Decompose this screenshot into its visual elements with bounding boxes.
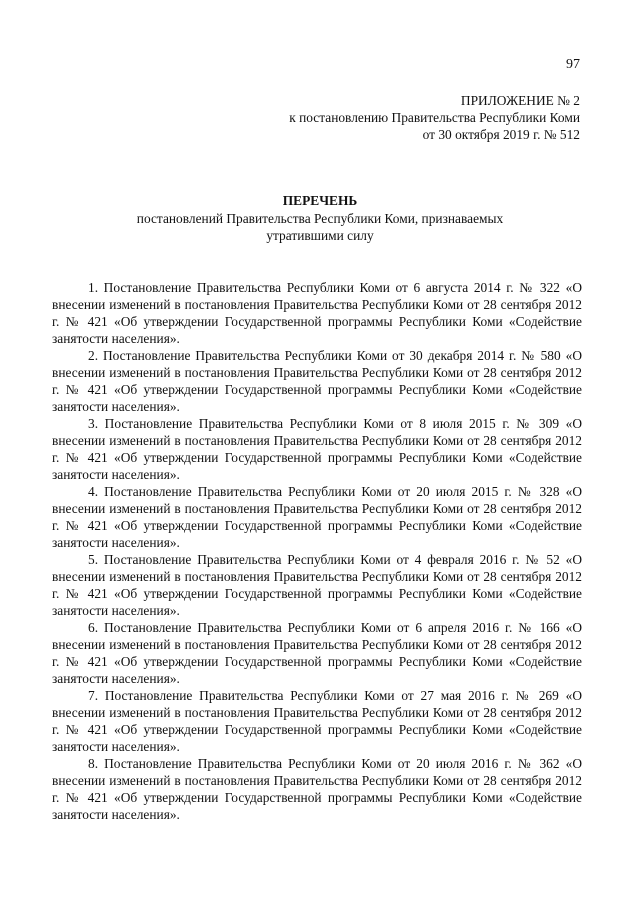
document-title: ПЕРЕЧЕНЬ: [282, 193, 358, 208]
document-heading: [0, 192, 640, 244]
appendix-reference: к постановлению Правительства Республики Коми: [289, 110, 580, 125]
list-item: 4. Постановление Правительства Республики Коми от 20 июля 2015 г. № 328 «О внесении изменений в постановления Правительства Республики Коми от 28 сентября 2012 г. № 421 «Об утверждении Государственной программы Республики Коми «Содействие занятости населения».: [52, 484, 582, 550]
list-item: 5. Постановление Правительства Республики Коми от 4 февраля 2016 г. № 52 «О внесении изменений в постановления Правительства Республики Коми от 28 сентября 2012 г. № 421 «Об утверждении Государственной программы Республики Коми «Содействие занятости населения».: [52, 552, 582, 618]
list-item: 2. Постановление Правительства Республики Коми от 30 декабря 2014 г. № 580 «О внесении изменений в постановления Правительства Республики Коми от 28 сентября 2012 г. № 421 «Об утверждении Государственной программы Республики Коми «Содействие занятости населения».: [52, 348, 582, 414]
appendix-date: от 30 октября 2019 г. № 512: [422, 127, 580, 142]
page-number: 97: [566, 57, 580, 72]
list-item: 1. Постановление Правительства Республики Коми от 6 августа 2014 г. № 322 «О внесении изменений в постановления Правительства Республики Коми от 28 сентября 2012 г. № 421 «Об утверждении Государственной программы Республики Коми «Содействие занятости населения».: [52, 280, 582, 346]
list-item: 3. Постановление Правительства Республики Коми от 8 июля 2015 г. № 309 «О внесении изменений в постановления Правительства Республики Коми от 28 сентября 2012 г. № 421 «Об утверждении Государственной программы Республики Коми «Содействие занятости населения».: [52, 416, 582, 482]
document-subtitle: постановлений Правительства Республики Коми, признаваемых утратившими силу: [136, 211, 504, 243]
list-item: 6. Постановление Правительства Республики Коми от 6 апреля 2016 г. № 166 «О внесении изменений в постановления Правительства Республики Коми от 28 сентября 2012 г. № 421 «Об утверждении Государственной программы Республики Коми «Содействие занятости населения».: [52, 620, 582, 686]
resolutions-list: [52, 279, 582, 823]
list-item: 8. Постановление Правительства Республики Коми от 20 июля 2016 г. № 362 «О внесении изменений в постановления Правительства Республики Коми от 28 сентября 2012 г. № 421 «Об утверждении Государственной программы Республики Коми «Содействие занятости населения».: [52, 756, 582, 822]
list-item: 7. Постановление Правительства Республики Коми от 27 мая 2016 г. № 269 «О внесении изменений в постановления Правительства Республики Коми от 28 сентября 2012 г. № 421 «Об утверждении Государственной программы Республики Коми «Содействие занятости населения».: [52, 688, 582, 754]
appendix-header: [289, 92, 580, 143]
appendix-title: ПРИЛОЖЕНИЕ № 2: [460, 93, 580, 108]
